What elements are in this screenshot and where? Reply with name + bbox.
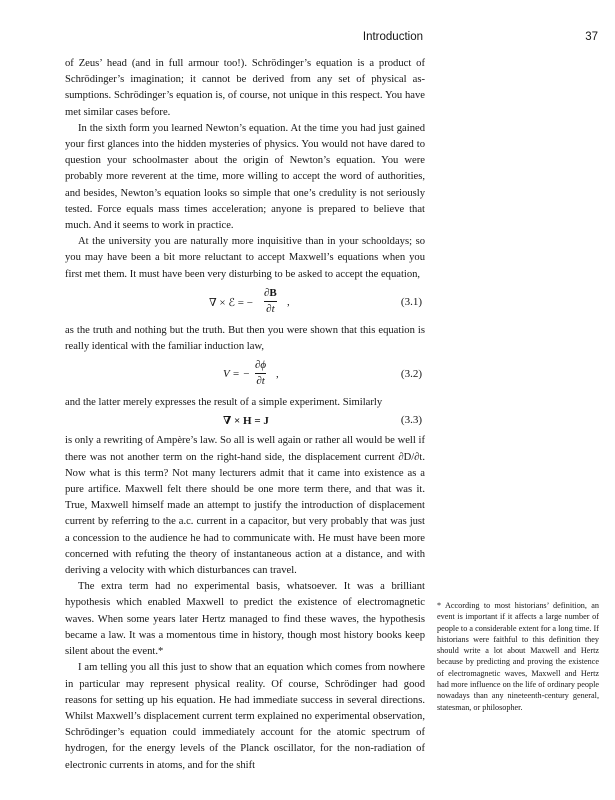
equation-3-2 [65,355,425,395]
equation-3-1 [65,283,425,323]
equation-lhs: V = − [223,368,250,381]
paragraph: as the truth and nothing but the truth. But then you were shown that this equation is really identical with the familiar induction law, [65,324,425,353]
equation-punctuation: , [276,368,279,381]
paragraph: In the sixth form you learned Newton’s equation. At the time you had just gained your first glances into the hidden mysteries of physics. You would not have dared to question your schoolmaster about the origin of Newton’s equation. You were probably more reverent at the time, more willing to accept the word of authorities, and besides, Newton’s equation looks so simple that one’s credulity is not seriously tested. Force equals mass times acceleration; anyone is prepared to believe that much. And it seems to work in practice. [65,122,425,232]
equation-number: (3.3) [400,414,422,427]
paragraph: and the latter merely expresses the result of a simple experiment. Similarly [65,397,383,409]
equation-number: (3.2) [400,368,422,381]
equation-punctuation: , [287,295,290,308]
equation-fraction [255,359,266,388]
equation-denominator: ∂t [266,302,275,315]
equation-fraction [264,287,277,316]
running-title: Introduction [362,31,423,43]
margin-footnote: * According to most historians’ definition, an event is important if it affects a large number of people to a considerable extent for a long time. If historians were faithful to this definition they should write a lot about Maxwell and Hertz because by predicting and proving the existence of electromagnetic waves, Maxwell and Hertz had more influence on the life of ordinary people nowadays than any nineteenth-century general, statesman, or philosopher. [437,601,599,712]
paragraph: The extra term had no experimental basis, whatsoever. It was a brilliant hypothesis which enabled Maxwell to predict the existence of electromagnetic waves. When some years later Hertz managed to find these waves, the hypothesis became a law. It was a momentous time in history, though most history books keep silent about the event.* [65,581,425,658]
main-text-column [65,56,425,774]
equation-numerator: ∂B [264,286,277,299]
paragraph: of Zeus’ head (and in full armour too!). Schrödinger’s equation is a product of Schrödinger’s imagination; it cannot be derived from any set of physical assumptions. Schrödinger’s equation is, of course, not unique in this respect. You have met similar cases before. [65,58,425,118]
page-number: 37 [585,31,598,43]
equation-lhs: ∇ × ℰ = − [209,296,253,309]
equation-body: ∇ × H = J [223,415,269,428]
paragraph: is only a rewriting of Ampère’s law. So all is well again or rather all would be well if there was not another term on the right-hand side, the displacement current ∂D/∂t. Now what is this term? Not many lecturers admit that it came into existence as a pure artifice. Maxwell felt there should be one more term there, and that was it. True, Maxwell himself made an attempt to justify the introduction of displacement current by referring to the a.c. current in a capacitor, but very probably that was just a concession to the audience he had to communicate with. He must have been more concerned with refuting the theory of instantaneous action at a distance, and with deriving a velocity with which disturbances can travel. [65,435,425,577]
equation-number: (3.1) [400,295,422,308]
paragraph: At the university you are naturally more inquisitive than in your schooldays; so you may have been a bit more reluctant to accept Maxwell’s equations when you first met them. It must have been very disturbing to be asked to accept the equation, [65,236,425,280]
fraction-bar [264,301,277,302]
paragraph: I am telling you all this just to show that an equation which comes from nowhere in particular may represent physical reality. Of course, Schrödinger had good reasons for setting up his equation. He had immediate success in several directions. Whilst Maxwell’s displacement current term explained no experimental observation, Schrödinger’s equation could immediately account for the atomic spectrum of hydrogen, for the energy levels of the Planck oscillator, for the non-radiation of electronic currents in atoms, and for the shift [65,662,425,771]
page-header [0,31,615,47]
equation-3-3 [65,411,425,433]
equation-numerator: ∂ϕ [255,359,267,372]
fraction-bar [255,373,266,374]
equation-denominator: ∂t [256,375,265,388]
